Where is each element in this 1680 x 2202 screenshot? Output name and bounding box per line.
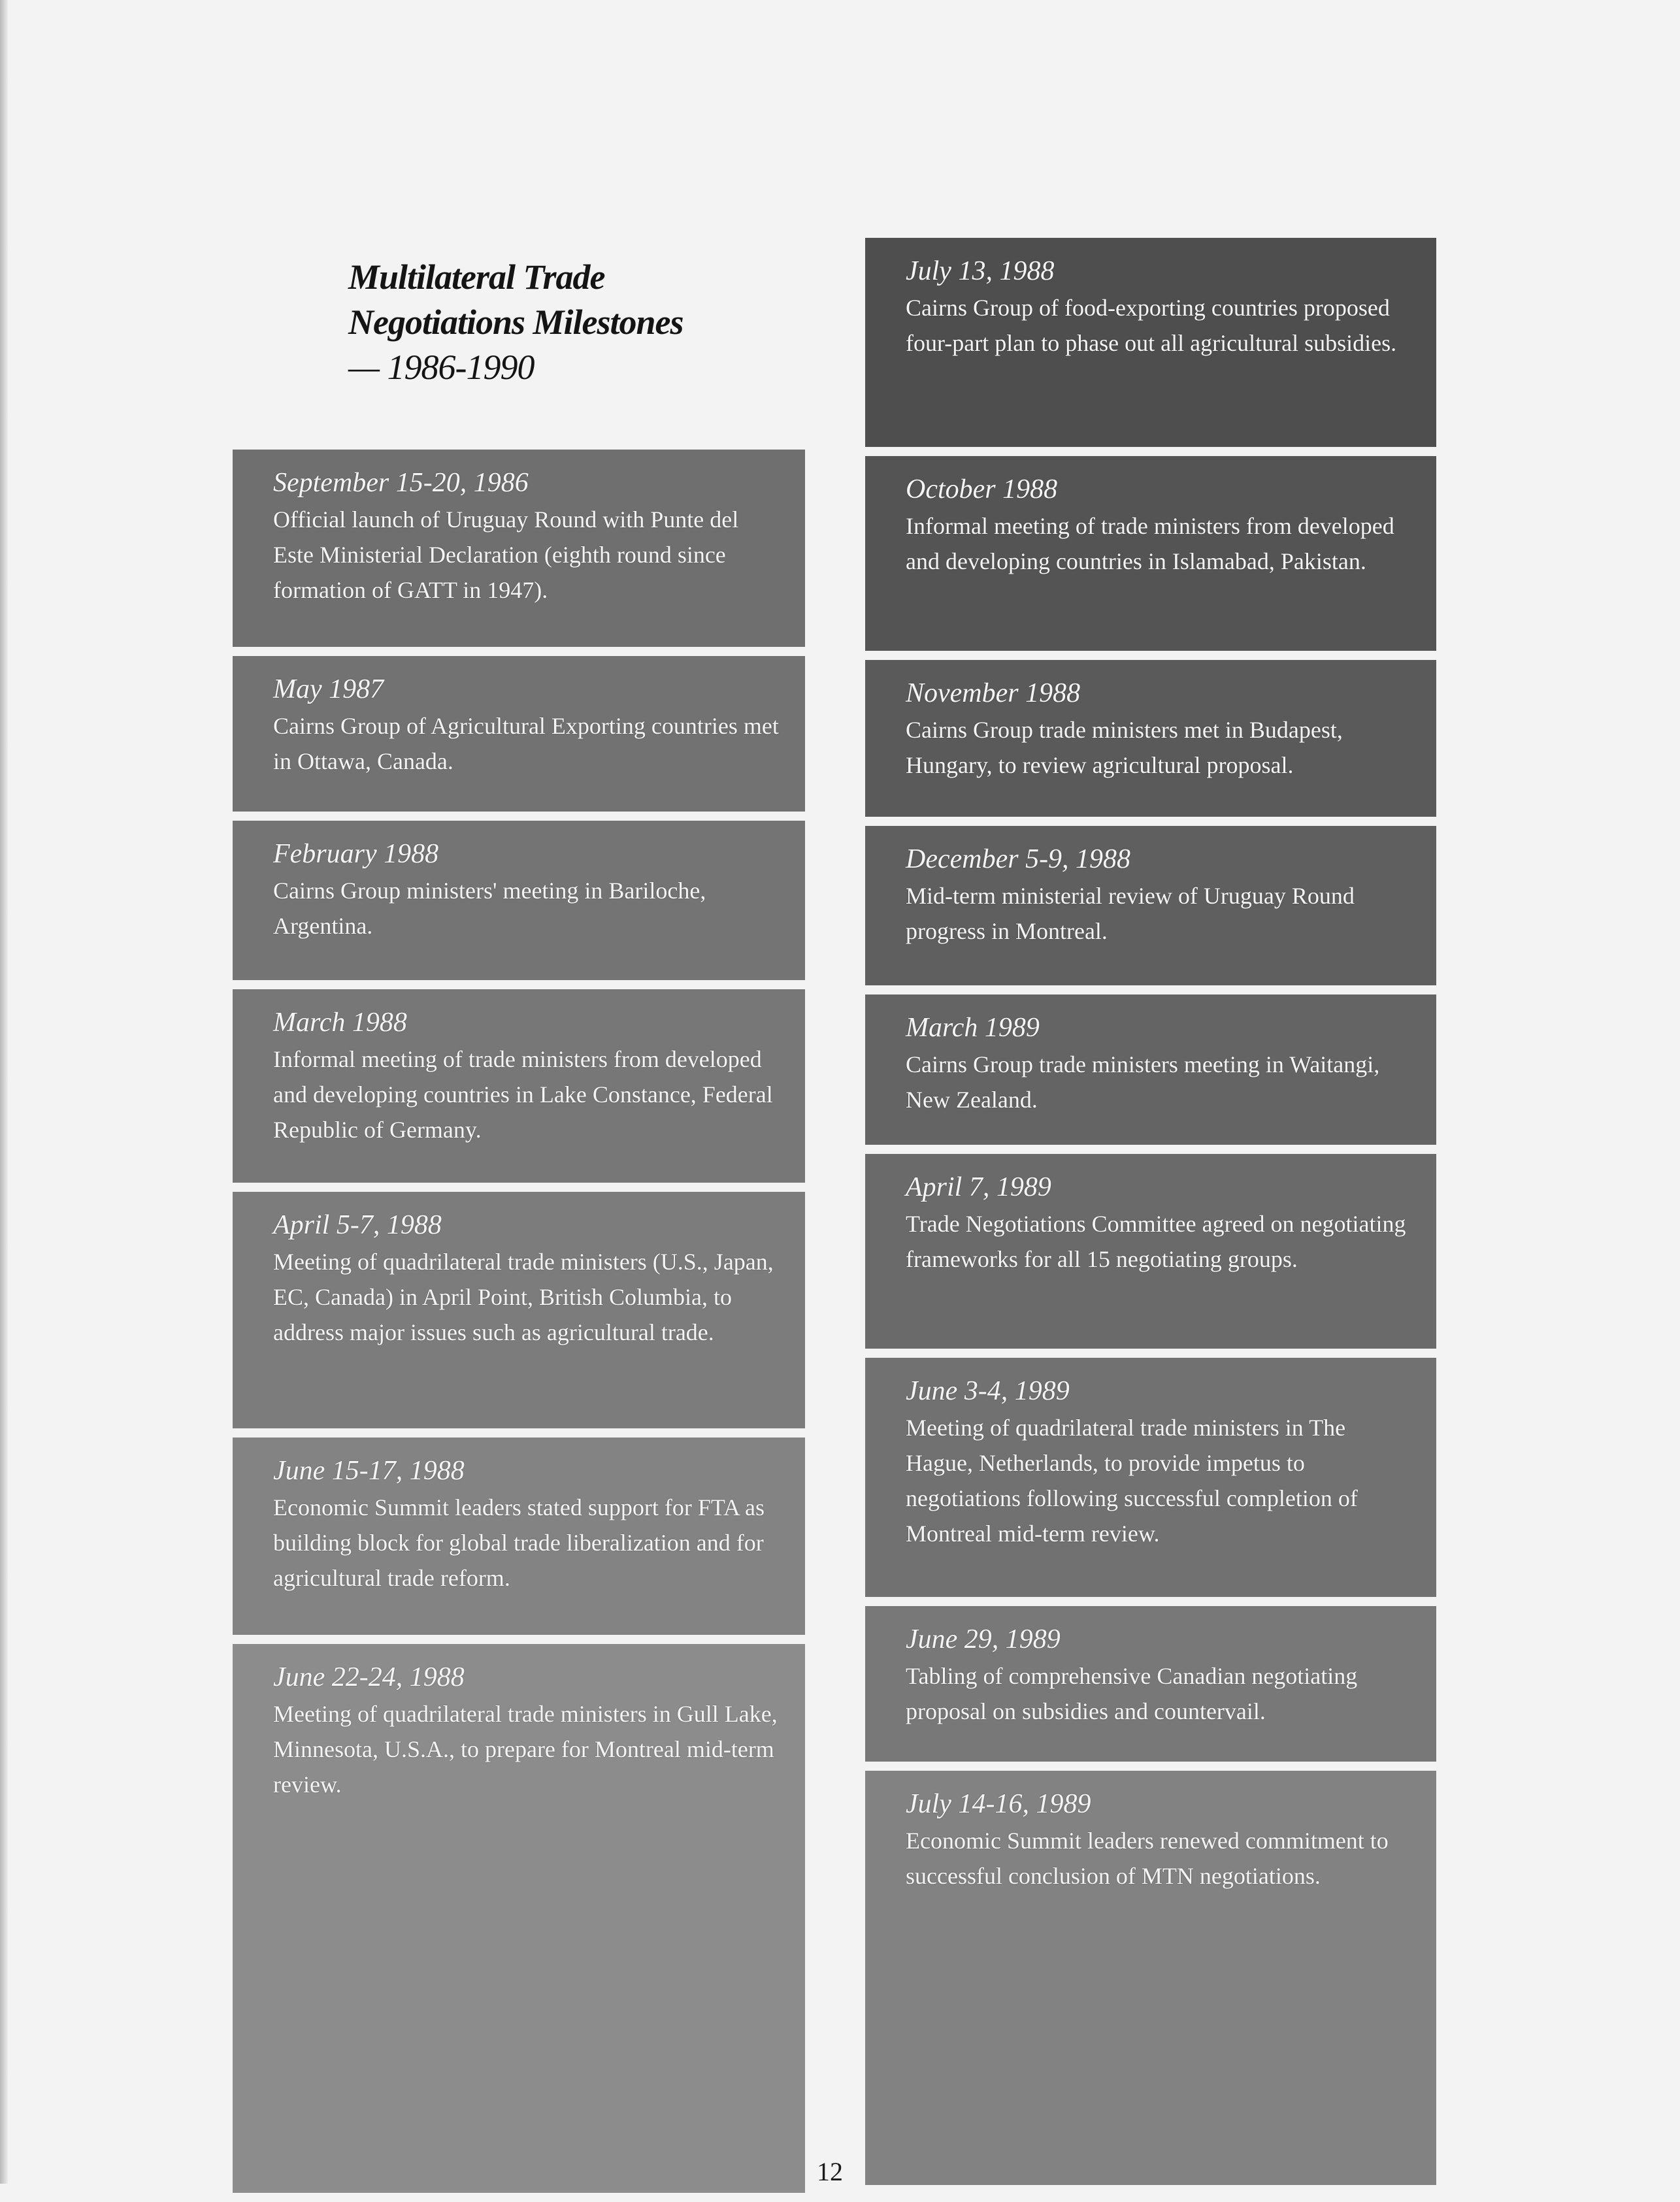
milestone-description: Meeting of quadrilateral trade ministers (U.S., Japan, EC, Canada) in April Point, British Columbia, to address major issues such as agricultural trade. <box>273 1249 774 1346</box>
milestone-date: June 22-24, 1988 <box>273 1662 465 1692</box>
page-number: 12 <box>817 2157 843 2186</box>
milestone-description: Cairns Group of food-exporting countries proposed four-part plan to phase out all agricultural subsidies. <box>906 295 1397 357</box>
milestone-date: July 14-16, 1989 <box>906 1789 1091 1819</box>
title-line-3: — 1986-1990 <box>348 348 535 387</box>
milestone-description: Official launch of Uruguay Round with Punte del Este Ministerial Declaration (eighth round since formation of GATT in 1947). <box>273 506 739 604</box>
milestone-card <box>233 1644 805 2193</box>
milestone-card <box>865 1771 1436 2185</box>
milestone-date: November 1988 <box>906 678 1081 708</box>
milestone-date: March 1988 <box>273 1008 407 1038</box>
title-line-2: Negotiations Milestones <box>348 303 684 342</box>
milestone-description: Mid-term ministerial review of Uruguay Round progress in Montreal. <box>906 883 1355 945</box>
milestone-date: September 15-20, 1986 <box>273 468 529 498</box>
milestone-card <box>233 821 805 980</box>
milestone-card <box>865 660 1436 817</box>
milestone-description: Meeting of quadrilateral trade ministers in The Hague, Netherlands, to provide impetus to negotiations following successful completion of Montreal mid-term review. <box>906 1415 1358 1547</box>
milestone-description: Economic Summit leaders renewed commitment to successful conclusion of MTN negotiations. <box>906 1828 1389 1890</box>
milestone-description: Informal meeting of trade ministers from developed and developing countries in Islamabad, Pakistan. <box>906 513 1394 575</box>
page-edge <box>0 0 8 2184</box>
milestone-card <box>233 656 805 812</box>
page-title <box>348 255 806 390</box>
milestone-description: Cairns Group ministers' meeting in Bariloche, Argentina. <box>273 878 706 940</box>
milestone-date: October 1988 <box>906 474 1058 504</box>
milestone-date: December 5-9, 1988 <box>906 844 1131 874</box>
milestone-date: June 15-17, 1988 <box>273 1456 465 1486</box>
milestone-date: July 13, 1988 <box>906 256 1055 286</box>
milestone-description: Meeting of quadrilateral trade ministers in Gull Lake, Minnesota, U.S.A., to prepare for Montreal mid-term review. <box>273 1701 778 1798</box>
milestone-card <box>233 1192 805 1428</box>
milestone-card <box>865 994 1436 1145</box>
milestone-card <box>865 1358 1436 1597</box>
milestone-card <box>233 989 805 1183</box>
milestone-description: Cairns Group trade ministers meeting in Waitangi, New Zealand. <box>906 1051 1380 1113</box>
milestone-description: Informal meeting of trade ministers from developed and developing countries in Lake Constance, Federal Republic of Germany. <box>273 1046 773 1143</box>
left-milestone-column <box>233 450 805 2202</box>
milestone-description: Trade Negotiations Committee agreed on negotiating frameworks for all 15 negotiating groups. <box>906 1211 1406 1273</box>
milestone-date: April 5-7, 1988 <box>273 1210 442 1240</box>
milestone-date: February 1988 <box>273 839 439 869</box>
milestone-card <box>865 238 1436 447</box>
milestone-description: Cairns Group trade ministers met in Budapest, Hungary, to review agricultural proposal. <box>906 717 1343 779</box>
title-line-1: Multilateral Trade <box>348 257 605 297</box>
right-milestone-column <box>865 238 1436 2194</box>
milestone-card <box>865 1154 1436 1349</box>
milestone-card <box>233 1438 805 1635</box>
milestone-card <box>233 450 805 647</box>
milestone-card <box>865 456 1436 651</box>
milestone-date: April 7, 1989 <box>906 1172 1051 1202</box>
milestone-date: June 3-4, 1989 <box>906 1376 1070 1406</box>
milestone-date: March 1989 <box>906 1013 1040 1043</box>
milestone-card <box>865 1606 1436 1762</box>
milestone-date: May 1987 <box>273 674 384 704</box>
milestone-description: Tabling of comprehensive Canadian negotiating proposal on subsidies and countervail. <box>906 1663 1358 1725</box>
milestone-description: Cairns Group of Agricultural Exporting countries met in Ottawa, Canada. <box>273 713 779 775</box>
milestone-description: Economic Summit leaders stated support for FTA as building block for global trade liberalization and for agricultural trade reform. <box>273 1494 765 1592</box>
milestone-card <box>865 826 1436 985</box>
milestone-date: June 29, 1989 <box>906 1624 1061 1654</box>
